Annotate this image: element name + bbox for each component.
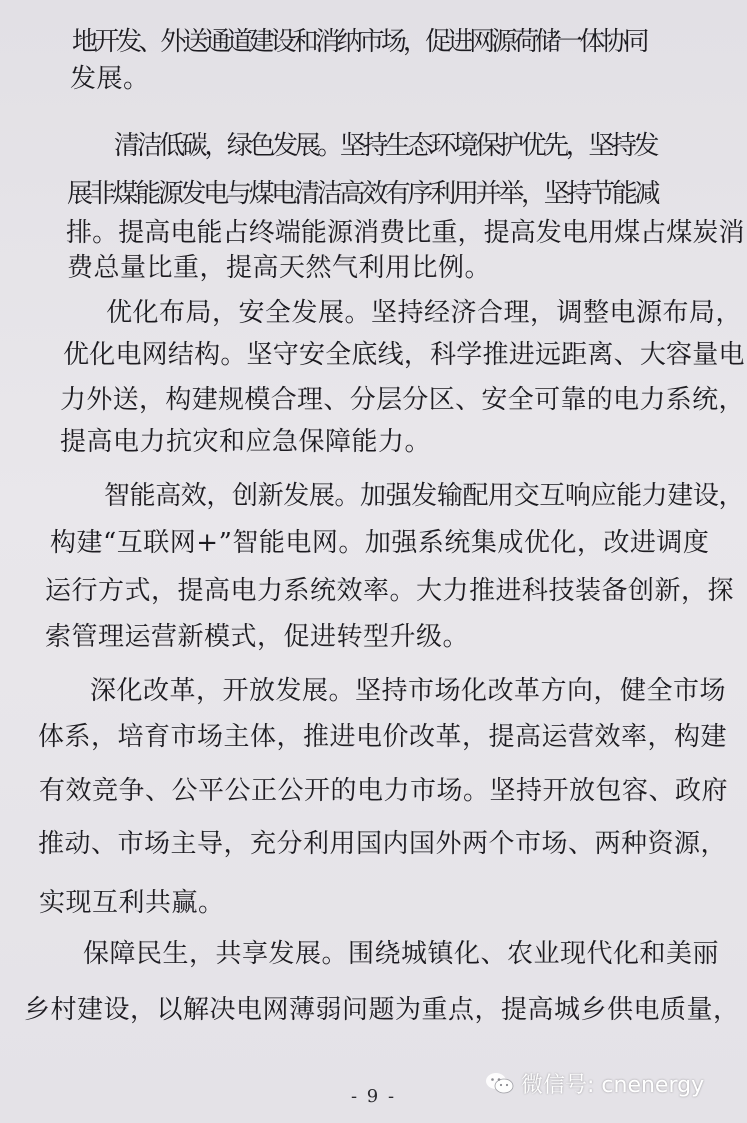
text-line: 实现互利共赢。 bbox=[39, 888, 225, 918]
text-line: 地开发、外送通道建设和消纳市场，促进网源荷储一体协同 bbox=[72, 27, 646, 57]
text-line: 深化改革，开放发展。坚持市场化改革方向，健全市场 bbox=[90, 676, 727, 706]
text-line: 优化布局，安全发展。坚持经济合理，调整电源布局， bbox=[106, 298, 743, 328]
wechat-icon bbox=[485, 1071, 515, 1095]
text-line: 优化电网结构。坚守安全底线，科学推进远距离、大容量电 bbox=[63, 340, 745, 370]
text-line: 乡村建设，以解决电网薄弱问题为重点，提高城乡供电质量， bbox=[24, 995, 740, 1025]
text-line: 有效竞争、公平公正公开的电力市场。坚持开放包容、政府 bbox=[39, 776, 729, 806]
wechat-watermark bbox=[485, 1068, 704, 1098]
text-line: 展非煤能源发电与煤电清洁高效有序利用并举，坚持节能减 bbox=[67, 179, 658, 209]
text-line: 索管理运营新模式，促进转型升级。 bbox=[45, 622, 470, 652]
text-line: 构建“互联网+”智能电网。加强系统集成优化，改进调度 bbox=[50, 528, 710, 558]
text-line: 清洁低碳，绿色发展。坚持生态环境保护优先，坚持发 bbox=[114, 131, 657, 161]
watermark-text: 微信号: cnenergy bbox=[521, 1072, 705, 1098]
text-line: 运行方式，提高电力系统效率。大力推进科技装备创新，探 bbox=[45, 576, 735, 606]
text-line: 推动、市场主导，充分利用国内国外两个市场、两种资源， bbox=[38, 829, 728, 859]
page-number: - 9 - bbox=[350, 1086, 397, 1107]
text-line: 提高电力抗灾和应急保障能力。 bbox=[60, 427, 432, 457]
text-line: 排。提高电能占终端能源消费比重，提高发电用煤占煤炭消 bbox=[66, 218, 745, 248]
text-line: 智能高效，创新发展。加强发输配用交互响应能力建设， bbox=[104, 481, 745, 511]
text-line: 费总量比重，提高天然气利用比例。 bbox=[67, 253, 492, 283]
text-line: 发展。 bbox=[70, 64, 150, 94]
text-line: 体系，培育市场主体，推进电价改革，提高运营效率，构建 bbox=[38, 722, 728, 752]
text-line: 力外送，构建规模合理、分层分区、安全可靠的电力系统， bbox=[60, 385, 745, 415]
text-line: 保障民生，共享发展。围绕城镇化、农业现代化和美丽 bbox=[83, 939, 720, 969]
